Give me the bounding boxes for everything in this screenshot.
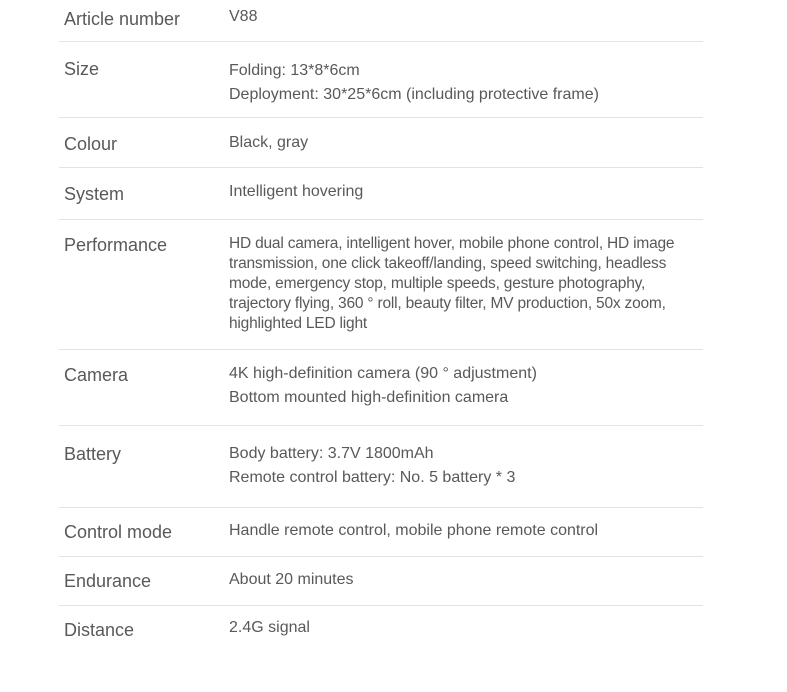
spec-row-size xyxy=(59,42,703,118)
spec-value xyxy=(229,522,707,540)
spec-value-line: Deployment: 30*25*6cm (including protective frame) xyxy=(229,86,599,103)
spec-row-camera xyxy=(59,350,703,426)
spec-value xyxy=(229,362,707,410)
spec-value-line: Remote control battery: No. 5 battery * 3 xyxy=(229,469,516,486)
spec-value xyxy=(229,442,707,490)
spec-row-endurance xyxy=(59,557,703,606)
spec-value xyxy=(229,59,707,107)
spec-label: Size xyxy=(64,59,100,79)
spec-table xyxy=(59,0,703,656)
spec-row-performance xyxy=(59,220,703,350)
spec-label: Control mode xyxy=(64,522,173,542)
spec-label: Performance xyxy=(64,235,168,255)
spec-value xyxy=(229,234,707,334)
spec-label: Distance xyxy=(64,620,135,640)
spec-value xyxy=(229,183,707,201)
spec-value-line: Black, gray xyxy=(229,134,309,151)
spec-value-line: Handle remote control, mobile phone remote control xyxy=(229,522,599,539)
spec-value xyxy=(229,619,707,637)
spec-value-line: Folding: 13*8*6cm xyxy=(229,62,360,79)
spec-label: Camera xyxy=(64,365,129,385)
spec-value xyxy=(229,8,707,26)
spec-value-line: 4K high-definition camera (90 ° adjustment) xyxy=(229,365,537,382)
spec-value-line: Body battery: 3.7V 1800mAh xyxy=(229,445,434,462)
spec-value-line: Bottom mounted high-definition camera xyxy=(229,389,509,406)
spec-row-battery xyxy=(59,426,703,508)
spec-value-line: HD dual camera, intelligent hover, mobile phone control, HD image transmission, one click takeoff/landing, speed switching, headless mode, emergency stop, multiple speeds, gesture photography, trajectory flying, 360 ° roll, beauty filter, MV production, 50x zoom, highlighted LED light xyxy=(229,235,675,332)
spec-label: Article number xyxy=(64,9,181,29)
spec-row-control-mode xyxy=(59,508,703,557)
spec-value xyxy=(229,571,707,589)
spec-row-distance xyxy=(59,606,703,656)
spec-label: Battery xyxy=(64,444,122,464)
spec-label: Endurance xyxy=(64,571,152,591)
spec-value-line: Intelligent hovering xyxy=(229,183,364,200)
spec-row-colour xyxy=(59,118,703,168)
spec-value-line: About 20 minutes xyxy=(229,571,354,588)
spec-value xyxy=(229,134,707,152)
spec-value-line: 2.4G signal xyxy=(229,619,310,636)
spec-label: Colour xyxy=(64,134,118,154)
spec-row-system xyxy=(59,168,703,220)
spec-label: System xyxy=(64,184,125,204)
spec-value-line: V88 xyxy=(229,8,258,25)
spec-row-article-number xyxy=(59,0,703,42)
